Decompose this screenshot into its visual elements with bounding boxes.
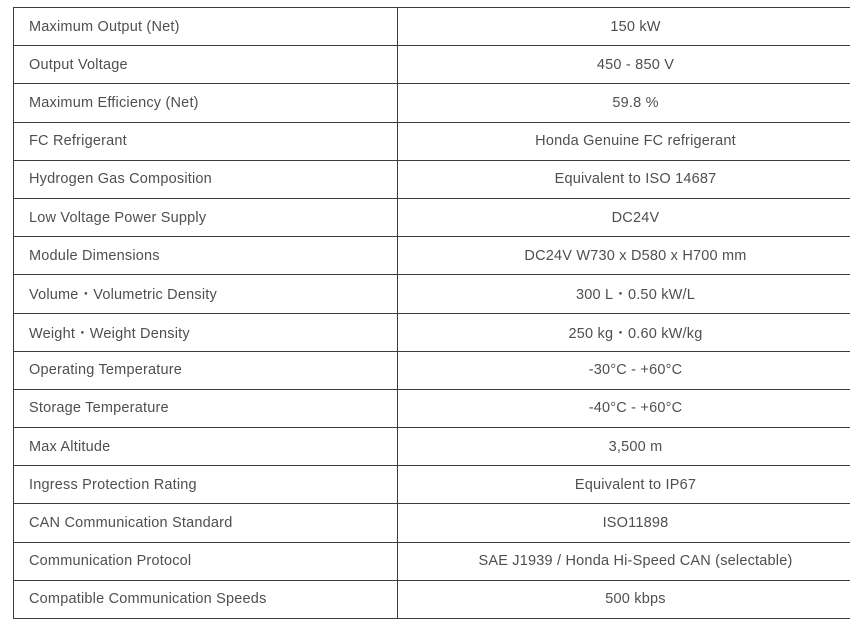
table-row <box>14 428 850 466</box>
spec-value-cell: Equivalent to ISO 14687 <box>398 160 850 198</box>
spec-value-cell: 500 kbps <box>398 580 850 618</box>
table-row <box>14 580 850 618</box>
table-row <box>14 84 850 122</box>
table-row <box>14 275 850 313</box>
table-row <box>14 466 850 504</box>
table-row <box>14 389 850 427</box>
spec-label-cell: Output Voltage <box>14 46 398 84</box>
spec-label-cell: Weight・Weight Density <box>14 313 398 351</box>
spec-table <box>13 7 850 619</box>
spec-label-cell: Max Altitude <box>14 428 398 466</box>
table-row <box>14 160 850 198</box>
spec-value-cell: ISO11898 <box>398 504 850 542</box>
spec-label-cell: FC Refrigerant <box>14 122 398 160</box>
table-row <box>14 504 850 542</box>
table-row <box>14 237 850 275</box>
spec-label-cell: Hydrogen Gas Composition <box>14 160 398 198</box>
spec-label-cell: Module Dimensions <box>14 237 398 275</box>
spec-label-cell: Maximum Output (Net) <box>14 8 398 46</box>
table-row <box>14 313 850 351</box>
spec-value-cell: 150 kW <box>398 8 850 46</box>
spec-value-cell: 250 kg・0.60 kW/kg <box>398 313 850 351</box>
spec-value-cell: -30°C - +60°C <box>398 351 850 389</box>
spec-table-container <box>13 7 850 619</box>
table-row <box>14 46 850 84</box>
table-row <box>14 8 850 46</box>
spec-label-cell: Volume・Volumetric Density <box>14 275 398 313</box>
spec-table-body <box>14 8 850 619</box>
spec-value-cell: DC24V W730 x D580 x H700 mm <box>398 237 850 275</box>
table-row <box>14 542 850 580</box>
spec-value-cell: 450 - 850 V <box>398 46 850 84</box>
table-row <box>14 351 850 389</box>
spec-value-cell: -40°C - +60°C <box>398 389 850 427</box>
spec-value-cell: DC24V <box>398 198 850 236</box>
spec-label-cell: Low Voltage Power Supply <box>14 198 398 236</box>
spec-label-cell: Storage Temperature <box>14 389 398 427</box>
spec-value-cell: 300 L・0.50 kW/L <box>398 275 850 313</box>
spec-label-cell: Ingress Protection Rating <box>14 466 398 504</box>
spec-label-cell: Compatible Communication Speeds <box>14 580 398 618</box>
spec-value-cell: Honda Genuine FC refrigerant <box>398 122 850 160</box>
spec-label-cell: CAN Communication Standard <box>14 504 398 542</box>
table-row <box>14 198 850 236</box>
table-row <box>14 122 850 160</box>
spec-label-cell: Operating Temperature <box>14 351 398 389</box>
spec-label-cell: Maximum Efficiency (Net) <box>14 84 398 122</box>
spec-value-cell: SAE J1939 / Honda Hi-Speed CAN (selectable) <box>398 542 850 580</box>
spec-value-cell: Equivalent to IP67 <box>398 466 850 504</box>
spec-value-cell: 59.8 % <box>398 84 850 122</box>
spec-label-cell: Communication Protocol <box>14 542 398 580</box>
spec-value-cell: 3,500 m <box>398 428 850 466</box>
